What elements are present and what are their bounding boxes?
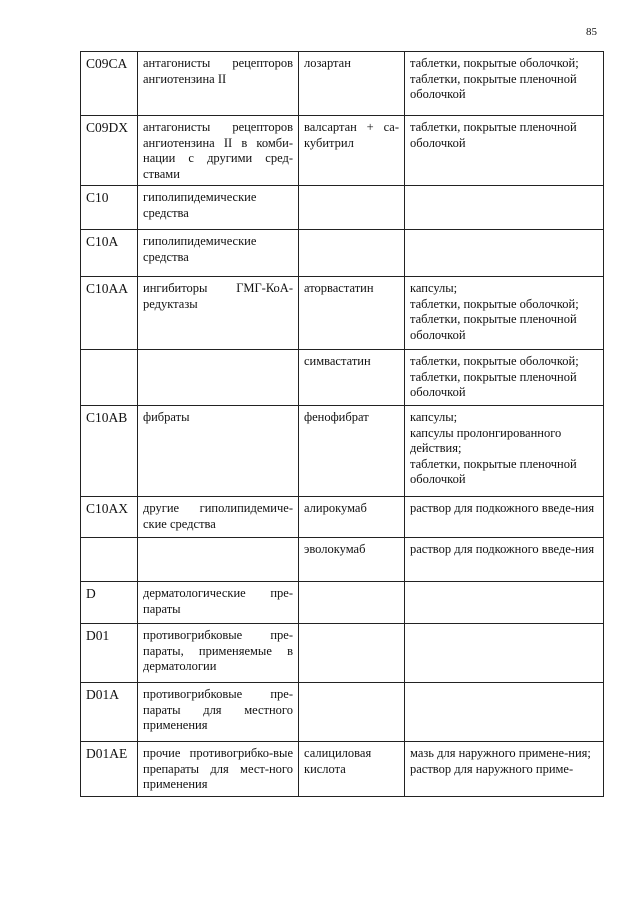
group-name-cell: антагонисты рецепторов ангиотензина II	[138, 52, 299, 116]
atc-code-cell: D01A	[81, 683, 138, 742]
table-row	[81, 230, 604, 277]
drug-name-cell	[299, 186, 405, 230]
drug-name-cell: валсартан + са-кубитрил	[299, 116, 405, 186]
group-name-cell: ингибиторы ГМГ-КоА-редуктазы	[138, 277, 299, 350]
table-row	[81, 186, 604, 230]
dosage-forms-cell	[405, 582, 604, 624]
table-row	[81, 683, 604, 742]
table-row	[81, 538, 604, 582]
table-row	[81, 350, 604, 406]
dosage-forms-cell: раствор для подкожного введе-ния	[405, 497, 604, 538]
atc-code-cell: C10AX	[81, 497, 138, 538]
dosage-forms-cell	[405, 186, 604, 230]
group-name-cell: дерматологические пре-параты	[138, 582, 299, 624]
group-name-cell	[138, 538, 299, 582]
drug-name-cell: лозартан	[299, 52, 405, 116]
group-name-cell	[138, 350, 299, 406]
table-row	[81, 406, 604, 497]
drug-name-cell	[299, 683, 405, 742]
dosage-forms-cell: таблетки, покрытые пленочной оболочкой	[405, 116, 604, 186]
atc-code-cell: C10	[81, 186, 138, 230]
atc-code-cell	[81, 538, 138, 582]
dosage-forms-cell: мазь для наружного примене-ния; раствор для наружного приме-	[405, 742, 604, 797]
drug-name-cell: эволокумаб	[299, 538, 405, 582]
dosage-forms-cell: капсулы; капсулы пролонгированного действия; таблетки, покрытые пленочной оболочкой	[405, 406, 604, 497]
drug-name-cell	[299, 230, 405, 277]
table-row	[81, 742, 604, 797]
atc-code-cell: C10A	[81, 230, 138, 277]
group-name-cell: противогрибковые пре-параты, применяемые в дерматологии	[138, 624, 299, 683]
atc-code-cell: D01AE	[81, 742, 138, 797]
group-name-cell: гиполипидемические средства	[138, 230, 299, 277]
atc-code-cell: C10AB	[81, 406, 138, 497]
table-row	[81, 277, 604, 350]
dosage-forms-cell: капсулы; таблетки, покрытые оболочкой; таблетки, покрытые пленочной оболочкой	[405, 277, 604, 350]
drug-name-cell	[299, 624, 405, 683]
group-name-cell: фибраты	[138, 406, 299, 497]
drug-name-cell: симвастатин	[299, 350, 405, 406]
drug-name-cell: алирокумаб	[299, 497, 405, 538]
group-name-cell: гиполипидемические средства	[138, 186, 299, 230]
drug-name-cell: фенофибрат	[299, 406, 405, 497]
dosage-forms-cell: таблетки, покрытые оболочкой; таблетки, покрытые пленочной оболочкой	[405, 52, 604, 116]
table-row	[81, 52, 604, 116]
group-name-cell: прочие противогрибко-вые препараты для мест-ного применения	[138, 742, 299, 797]
atc-code-cell: C09DX	[81, 116, 138, 186]
dosage-forms-cell	[405, 624, 604, 683]
drug-name-cell: аторвастатин	[299, 277, 405, 350]
atc-code-cell: D	[81, 582, 138, 624]
table-row	[81, 582, 604, 624]
dosage-forms-cell: таблетки, покрытые оболочкой; таблетки, покрытые пленочной оболочкой	[405, 350, 604, 406]
group-name-cell: противогрибковые пре-параты для местного применения	[138, 683, 299, 742]
atc-code-cell	[81, 350, 138, 406]
drug-table	[80, 51, 604, 797]
table-row	[81, 624, 604, 683]
dosage-forms-cell	[405, 683, 604, 742]
drug-name-cell: салициловая кислота	[299, 742, 405, 797]
page-number: 85	[586, 26, 597, 38]
drug-name-cell	[299, 582, 405, 624]
table-row	[81, 116, 604, 186]
table-row	[81, 497, 604, 538]
atc-code-cell: D01	[81, 624, 138, 683]
dosage-forms-cell: раствор для подкожного введе-ния	[405, 538, 604, 582]
atc-code-cell: C09CA	[81, 52, 138, 116]
dosage-forms-cell	[405, 230, 604, 277]
group-name-cell: другие гиполипидемиче-ские средства	[138, 497, 299, 538]
group-name-cell: антагонисты рецепторов ангиотензина II в комби-нации с другими сред-ствами	[138, 116, 299, 186]
atc-code-cell: C10AA	[81, 277, 138, 350]
